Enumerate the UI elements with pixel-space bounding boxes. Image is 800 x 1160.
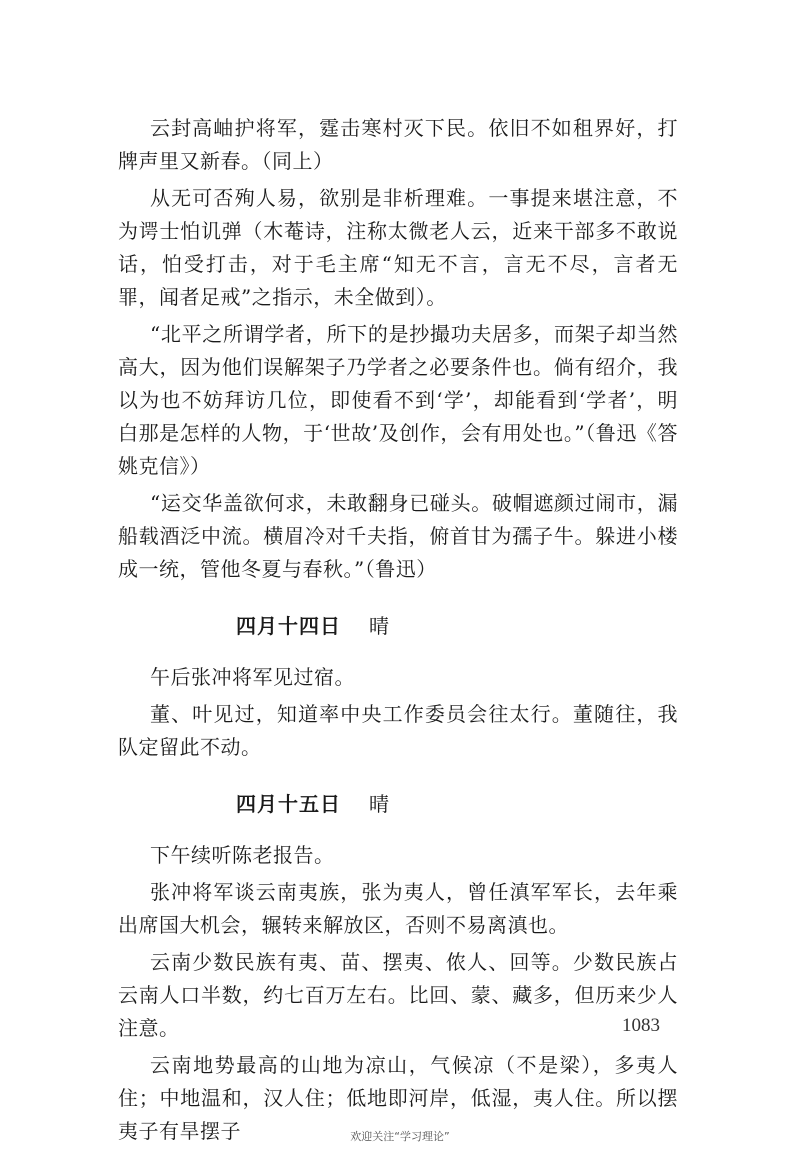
- paragraph: 云封高岫护将军，霆击寒村灭下民。依旧不如租界好，打牌声里又新春。（同上）: [118, 116, 678, 173]
- diary-entry-heading: [118, 788, 678, 821]
- footer-watermark-text: 欢迎关注“学习理论”: [350, 1130, 450, 1143]
- diary-entry-heading: [118, 610, 678, 643]
- document-body: [118, 112, 678, 1152]
- paragraph: 下午续听陈老报告。: [150, 843, 335, 867]
- paragraph: “运交华盖欲何求，未敢翻身已碰头。破帽遮颜过闹市，漏船载酒泛中流。横眉冷对千夫指，俯首甘为孺子牛。躲进小楼成一统，管他冬夏与春秋。”（鲁迅）: [118, 491, 678, 581]
- paragraph: 董、叶见过，知道率中央工作委员会往太行。董随往，我队定留此不动。: [118, 702, 678, 759]
- paragraph: “北平之所谓学者，所下的是抄撮功夫居多，而架子却当然高大，因为他们误解架子乃学者之必要条件也。倘有绍介，我以为也不妨拜访几位，即使看不到‘学’，却能看到‘学者’，明白那是怎样的人物，于‘世故’及创作，会有用处也。”（鲁迅《答姚克信》）: [118, 322, 678, 478]
- paragraph: 云南地势最高的山地为凉山，气候凉（不是梁），多夷人住；中地温和，汉人住；低地即河岸，低湿，夷人住。所以摆夷子有旱摆子: [118, 1053, 678, 1143]
- paragraph: 午后张冲将军见过宿。: [150, 665, 355, 689]
- entry-date: 四月十五日: [236, 792, 341, 816]
- entry-weather: 晴: [369, 614, 390, 638]
- page-number: 1083: [622, 1015, 660, 1036]
- paragraph: 从无可否殉人易，欲别是非析理难。一事提来堪注意，不为谔士怕讥弹（木菴诗，注称太微老人云，近来干部多不敢说话，怕受打击，对于毛主席“知无不言，言无不尽，言者无罪，闻者足戒”之指示，未全做到）。: [118, 186, 678, 309]
- paragraph: 张冲将军谈云南夷族，张为夷人，曾任滇军军长，去年乘出席国大机会，辗转来解放区，否则不易离滇也。: [118, 880, 678, 937]
- entry-weather: 晴: [369, 792, 390, 816]
- entry-date: 四月十四日: [236, 614, 341, 638]
- paragraph: 云南少数民族有夷、苗、摆夷、侬人、回等。少数民族占云南人口半数，约七百万左右。比回、蒙、藏多，但历来少人注意。: [118, 950, 678, 1040]
